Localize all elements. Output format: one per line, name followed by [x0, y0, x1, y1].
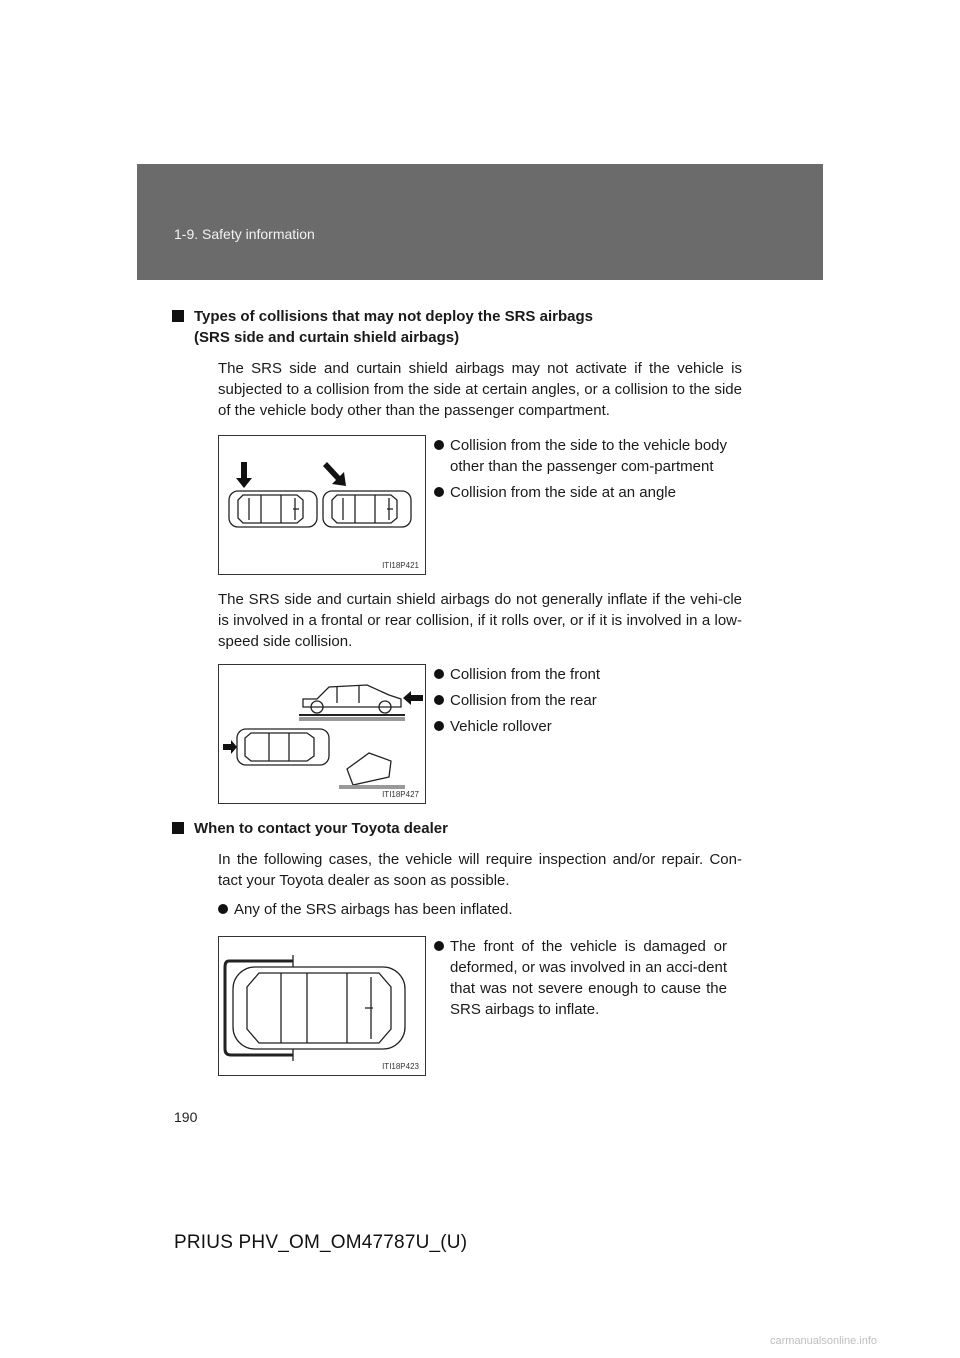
- square-bullet-icon: [172, 822, 184, 834]
- section-title: 1-9. Safety information: [174, 226, 315, 242]
- section-heading: Types of collisions that may not deploy the SRS airbags (SRS side and curtain shield airbags): [170, 306, 742, 348]
- figure3-bullets: [434, 936, 727, 1025]
- list-item: Any of the SRS airbags has been inflated.: [218, 899, 742, 920]
- list-item: Collision from the front: [434, 664, 727, 685]
- intro-paragraph: The SRS side and curtain shield airbags may not activate if the vehicle is subjected to a collision from the side at certain angles, or a collision to the side of the vehicle body other than the passenger compartment.: [218, 360, 742, 419]
- header-band: [137, 164, 823, 280]
- front-damage-illustration: [218, 936, 426, 1076]
- bullet-dot-icon: [434, 669, 444, 679]
- figure-row-1: [218, 435, 742, 579]
- bullet-dot-icon: [218, 904, 228, 914]
- front-rear-rollover-illustration: [218, 664, 426, 804]
- list-item: The front of the vehicle is damaged or deformed, or was involved in an acci-dent that was not severe enough to cause the SRS airbags to inflate.: [434, 936, 727, 1020]
- bullet-dot-icon: [434, 487, 444, 497]
- side-collision-illustration: [218, 435, 426, 575]
- list-item: Collision from the side to the vehicle body other than the passenger com-partment: [434, 435, 727, 477]
- figure1-bullets: [434, 435, 727, 508]
- figure-code: ITI18P427: [382, 790, 419, 799]
- figure-row-2: [218, 664, 742, 808]
- paragraph: The SRS side and curtain shield airbags do not generally inflate if the vehi-cle is involved in a frontal or rear collision, if it rolls over, or if it is involved in a low-speed side collision.: [218, 591, 742, 650]
- front-rear-rollover-diagram: [219, 665, 425, 803]
- watermark: carmanualsonline.info: [770, 1335, 878, 1347]
- paragraph: In the following cases, the vehicle will require inspection and/or repair. Con-tact your Toyota dealer as soon as possible.: [218, 851, 742, 889]
- bullet-dot-icon: [434, 941, 444, 951]
- figure2-bullets: [434, 664, 727, 742]
- figure-row-3: [218, 936, 742, 1080]
- list-item: Vehicle rollover: [434, 716, 727, 737]
- figure-code: ITI18P421: [382, 561, 419, 570]
- side-collision-diagram: [219, 436, 425, 574]
- bullet-dot-icon: [434, 721, 444, 731]
- list-item: Collision from the side at an angle: [434, 482, 727, 503]
- page-number: 190: [174, 1109, 198, 1125]
- page-content: [194, 306, 742, 1080]
- figure-code: ITI18P423: [382, 1062, 419, 1071]
- square-bullet-icon: [172, 310, 184, 322]
- section-heading: When to contact your Toyota dealer: [170, 818, 742, 839]
- bullet-dot-icon: [434, 695, 444, 705]
- bullet-dot-icon: [434, 440, 444, 450]
- front-damage-diagram: [219, 937, 425, 1075]
- list-item: Collision from the rear: [434, 690, 727, 711]
- footer-model-code: PRIUS PHV_OM_OM47787U_(U): [174, 1232, 468, 1253]
